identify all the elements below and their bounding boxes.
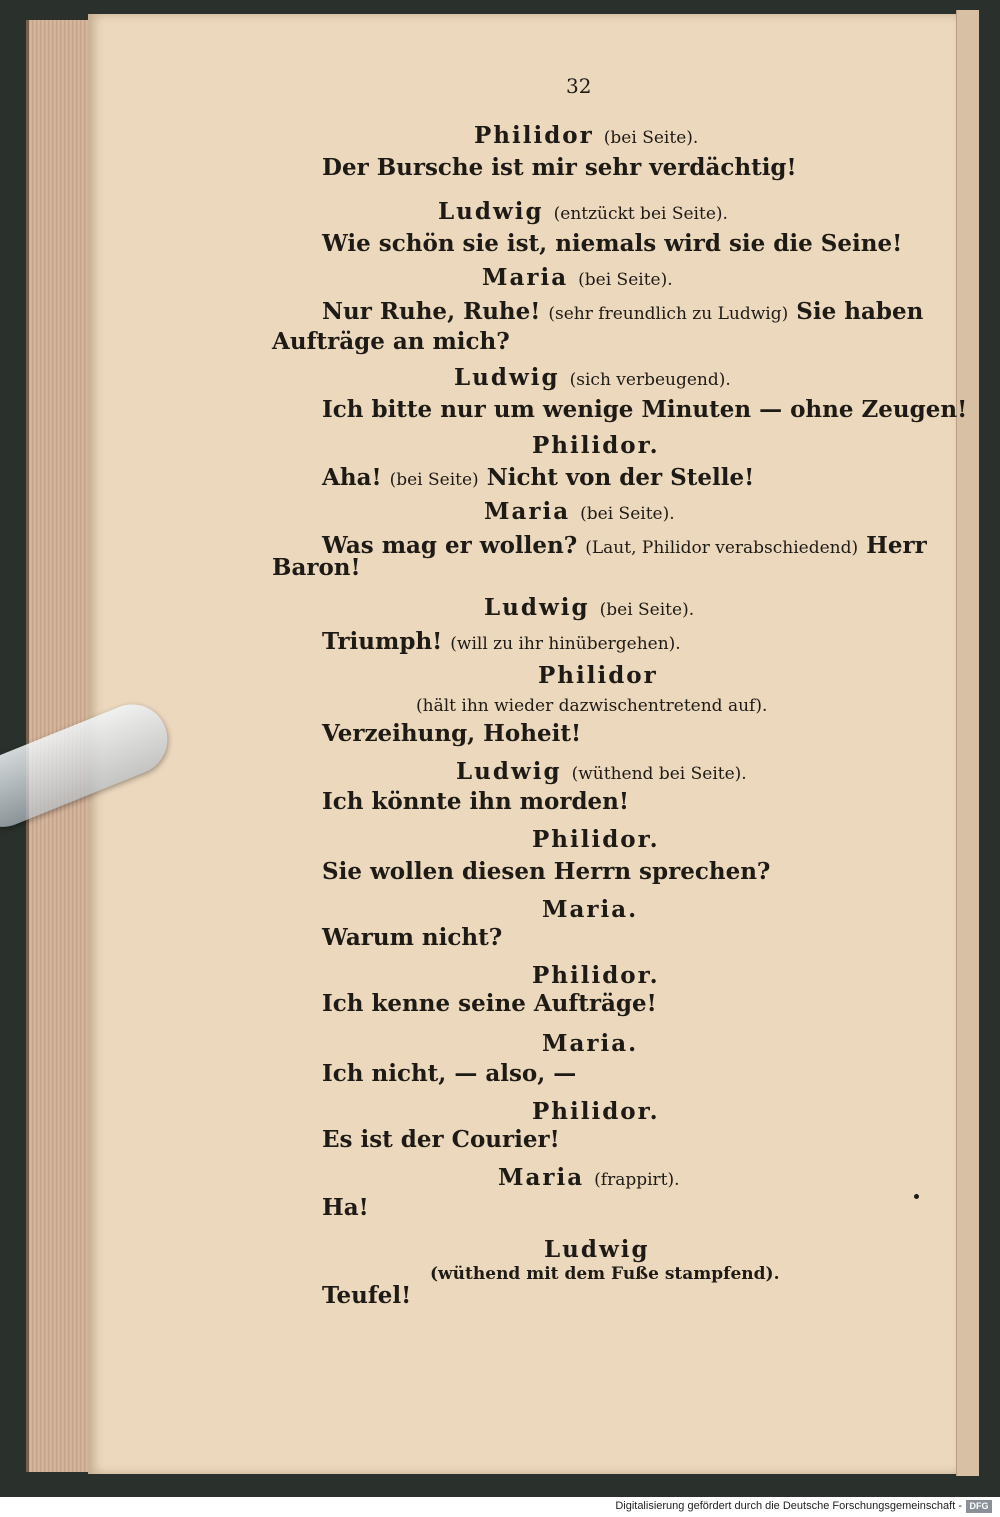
speaker-ludwig: Ludwig (sich verbeugend). <box>454 364 731 391</box>
dialogue-line: Was mag er wollen? (Laut, Philidor verabschiedend) Herr <box>322 532 927 559</box>
stage-direction: (wüthend mit dem Fuße stampfend). <box>430 1264 780 1284</box>
dialogue-line: Ha! <box>322 1194 369 1221</box>
dialogue-line: Teufel! <box>322 1282 412 1309</box>
dialogue-line: Aha! (bei Seite) Nicht von der Stelle! <box>322 464 755 491</box>
speaker-philidor: Philidor. <box>532 962 660 989</box>
dialogue-line: Aufträge an mich? <box>272 328 510 355</box>
speaker-ludwig: Ludwig (wüthend bei Seite). <box>456 758 747 785</box>
speaker-philidor: Philidor <box>538 662 658 689</box>
ink-speck <box>914 1194 919 1199</box>
dialogue-line: Ich nicht, — also, — <box>322 1060 577 1087</box>
dialogue-line: Triumph! (will zu ihr hinübergehen). <box>322 628 681 655</box>
speaker-maria: Maria (bei Seite). <box>484 498 675 525</box>
dialogue-line: Ich kenne seine Aufträge! <box>322 990 657 1017</box>
speaker-maria: Maria (frappirt). <box>498 1164 680 1191</box>
dfg-logo-icon: DFG <box>966 1500 992 1513</box>
footer-credit: Digitalisierung gefördert durch die Deutsche Forschungsgemeinschaft - <box>615 1500 962 1512</box>
footer-bar <box>0 1497 1000 1517</box>
dialogue-line: Nur Ruhe, Ruhe! (sehr freundlich zu Ludwig) Sie haben <box>322 298 924 325</box>
dialogue-line: Ich könnte ihn morden! <box>322 788 629 815</box>
dialogue-line: Wie schön sie ist, niemals wird sie die Seine! <box>322 230 903 257</box>
stage-direction: (hält ihn wieder dazwischentretend auf). <box>416 696 768 716</box>
show-through-text <box>788 144 1000 1364</box>
dialogue-line: Verzeihung, Hoheit! <box>322 720 582 747</box>
dialogue-line: Es ist der Courier! <box>322 1126 560 1153</box>
speaker-ludwig: Ludwig (bei Seite). <box>484 594 695 621</box>
speaker-maria: Maria. <box>542 1030 639 1057</box>
page-number: 32 <box>566 74 592 98</box>
speaker-ludwig: Ludwig (entzückt bei Seite). <box>438 198 728 225</box>
dialogue-line: Der Bursche ist mir sehr verdächtig! <box>322 154 797 181</box>
speaker-ludwig: Ludwig <box>544 1236 650 1263</box>
speaker-philidor: Philidor (bei Seite). <box>474 122 699 149</box>
speaker-philidor: Philidor. <box>532 432 660 459</box>
dialogue-line: Baron! <box>272 554 361 581</box>
speaker-philidor: Philidor. <box>532 826 660 853</box>
dialogue-line: Sie wollen diesen Herrn sprechen? <box>322 858 771 885</box>
dialogue-line: Warum nicht? <box>322 924 503 951</box>
dialogue-line: Ich bitte nur um wenige Minuten — ohne Zeugen! <box>322 396 968 423</box>
speaker-maria: Maria (bei Seite). <box>482 264 673 291</box>
speaker-maria: Maria. <box>542 896 639 923</box>
speaker-philidor: Philidor. <box>532 1098 660 1125</box>
